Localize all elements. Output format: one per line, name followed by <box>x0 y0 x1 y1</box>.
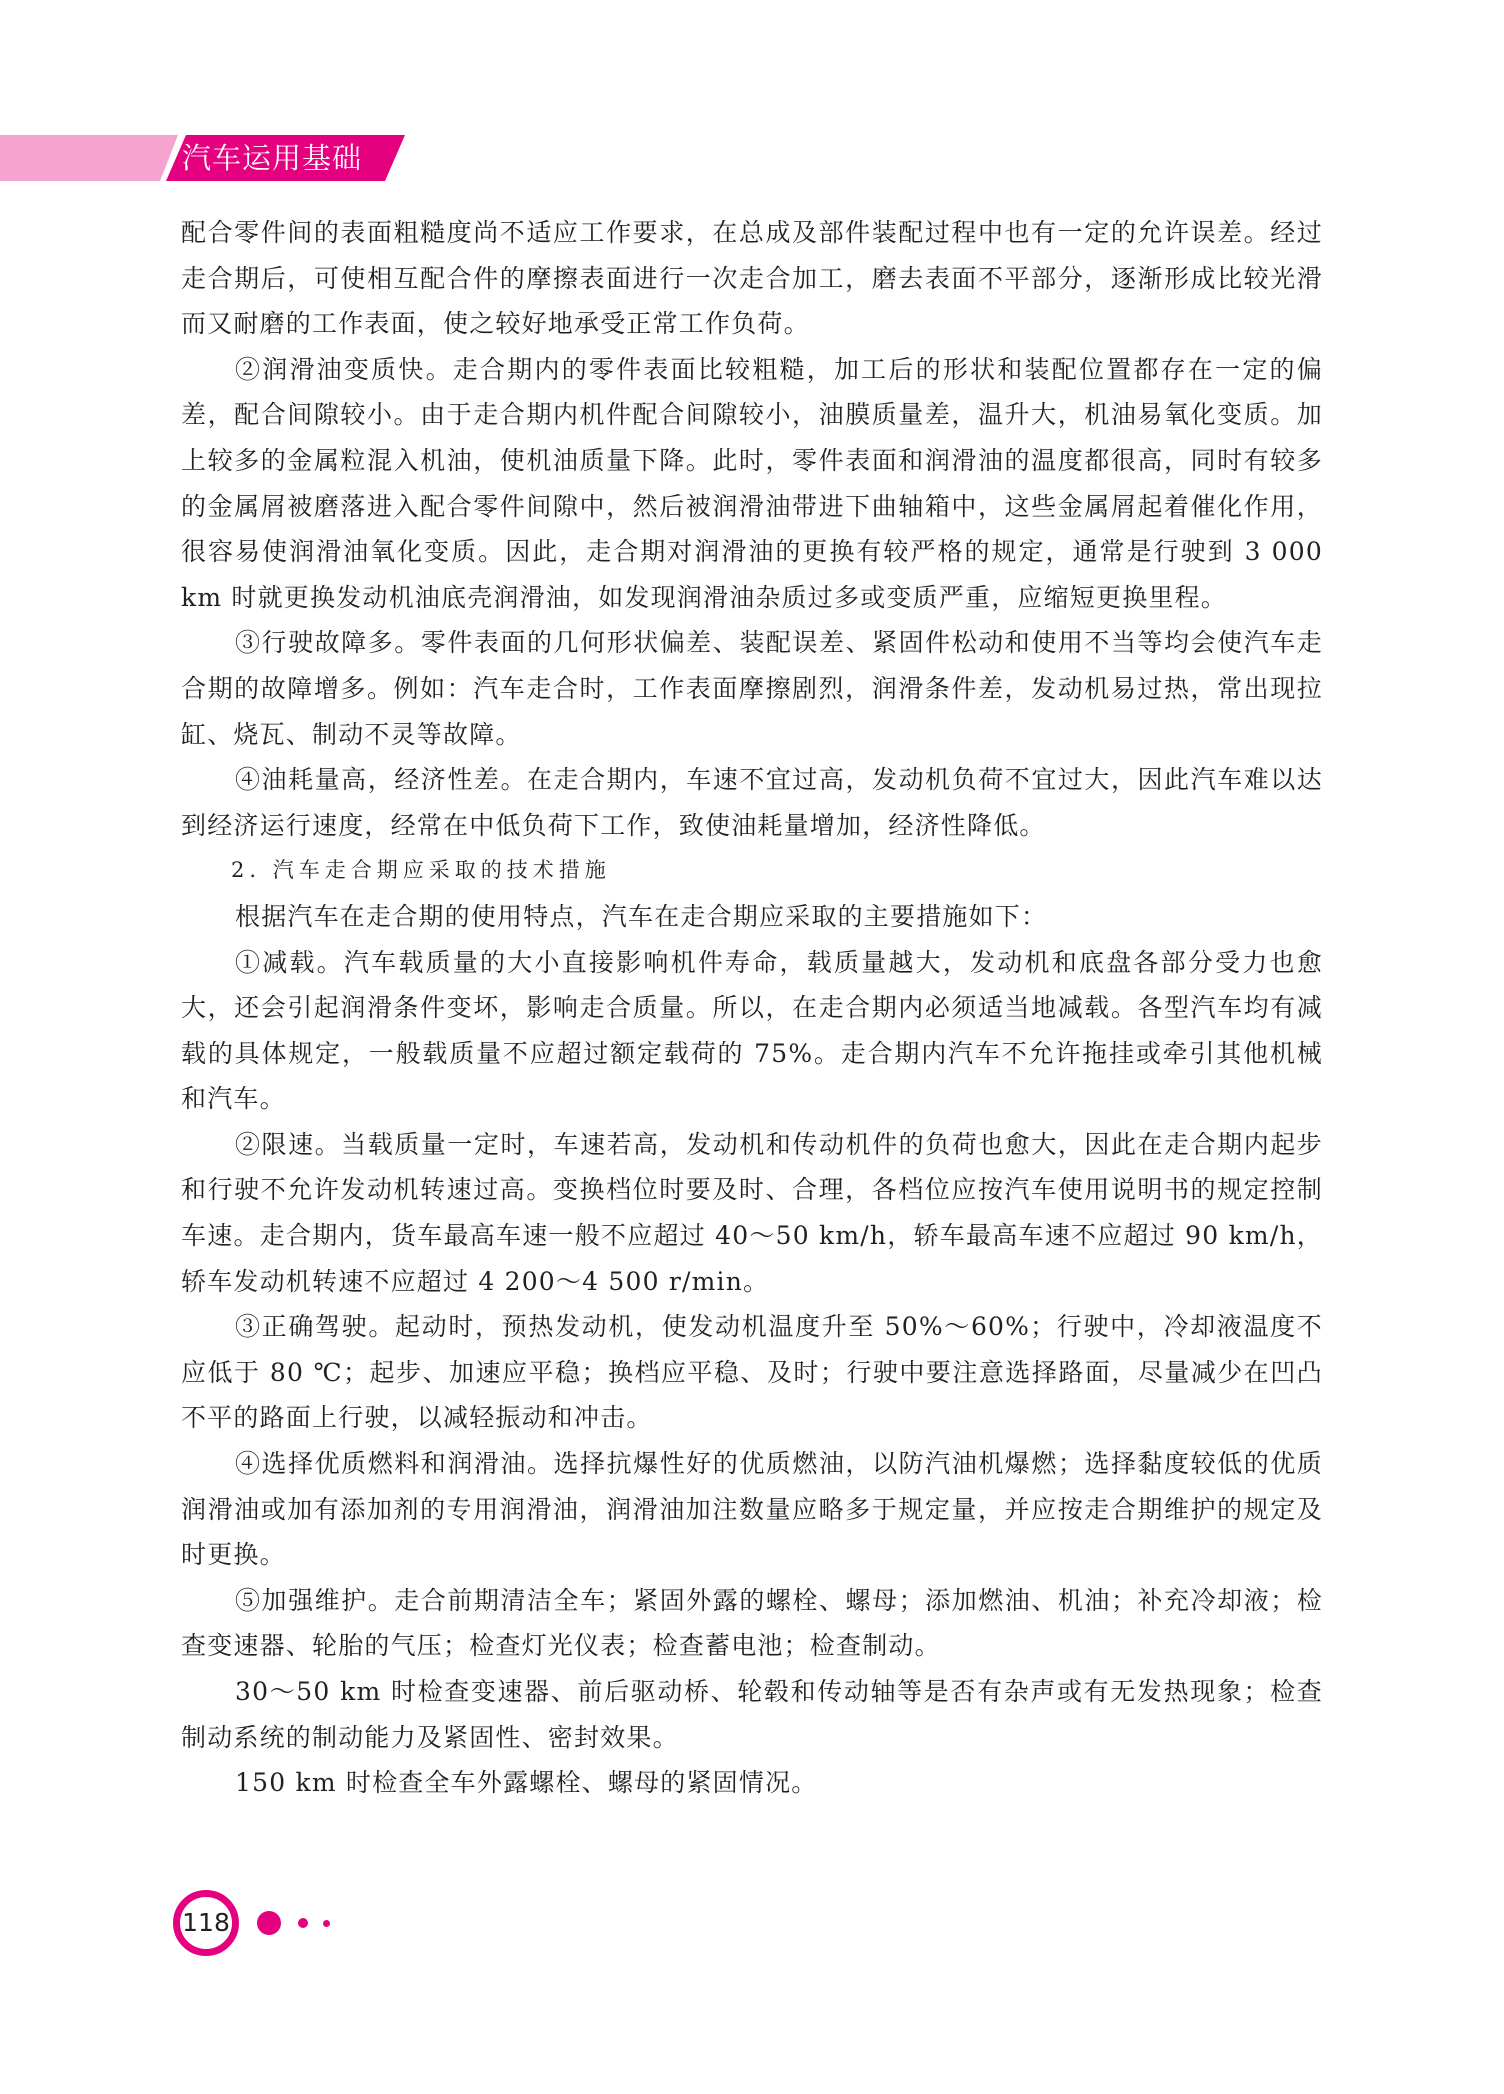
decorative-dot-small <box>323 1920 330 1927</box>
paragraph: ②限速。当载质量一定时，车速若高，发动机和传动机件的负荷也愈大，因此在走合期内起步和行驶不允许发动机转速过高。变换档位时要及时、合理，各档位应按汽车使用说明书的规定控制车速。走合期内，货车最高车速一般不应超过 40～50 km/h，轿车最高车速不应超过 90 km/h，轿车发动机转速不应超过 4 200～4 500 r/min。 <box>181 1129 1323 1296</box>
paragraph: ④油耗量高，经济性差。在走合期内，车速不宜过高，发动机负荷不宜过大，因此汽车难以达到经济运行速度，经常在中低负荷下工作，致使油耗量增加，经济性降低。 <box>181 765 1323 840</box>
paragraph: ③行驶故障多。零件表面的几何形状偏差、装配误差、紧固件松动和使用不当等均会使汽车走合期的故障增多。例如：汽车走合时，工作表面摩擦剧烈，润滑条件差，发动机易过热，常出现拉缸、烧瓦、制动不灵等故障。 <box>181 628 1323 749</box>
paragraph: ③正确驾驶。起动时，预热发动机，使发动机温度升至 50%～60%；行驶中，冷却液温度不应低于 80 ℃；起步、加速应平稳；换档应平稳、及时；行驶中要注意选择路面，尽量减少在凹凸不平的路面上行驶，以减轻振动和冲击。 <box>181 1312 1323 1433</box>
paragraph: 配合零件间的表面粗糙度尚不适应工作要求，在总成及部件装配过程中也有一定的允许误差。经过走合期后，可使相互配合件的摩擦表面进行一次走合加工，磨去表面不平部分，逐渐形成比较光滑而又耐磨的工作表面，使之较好地承受正常工作负荷。 <box>181 218 1323 339</box>
paragraph: ①减载。汽车载质量的大小直接影响机件寿命，载质量越大，发动机和底盘各部分受力也愈大，还会引起润滑条件变坏，影响走合质量。所以，在走合期内必须适当地减载。各型汽车均有减载的具体规定，一般载质量不应超过额定载荷的 75%。走合期内汽车不允许拖挂或牵引其他机械和汽车。 <box>181 947 1323 1114</box>
paragraph: ④选择优质燃料和润滑油。选择抗爆性好的优质燃油，以防汽油机爆燃；选择黏度较低的优质润滑油或加有添加剂的专用润滑油，润滑油加注数量应略多于规定量，并应按走合期维护的规定及时更换。 <box>181 1449 1323 1570</box>
section-heading: 2. 汽车走合期应采取的技术措施 <box>231 858 611 883</box>
page-number: 118 <box>182 1908 230 1937</box>
page-footer <box>173 1890 373 1956</box>
decorative-dot-medium <box>298 1918 308 1928</box>
paragraph: ⑤加强维护。走合前期清洁全车；紧固外露的螺栓、螺母；添加燃油、机油；补充冷却液；检查变速器、轮胎的气压；检查灯光仪表；检查蓄电池；检查制动。 <box>181 1585 1323 1661</box>
paragraph: 30～50 km 时检查变速器、前后驱动桥、轮毂和传动轴等是否有杂声或有无发热现象；检查制动系统的制动能力及紧固性、密封效果。 <box>181 1677 1323 1752</box>
chapter-title: 汽车运用基础 <box>182 141 363 175</box>
body-text <box>181 210 1323 1806</box>
paragraph: ②润滑油变质快。走合期内的零件表面比较粗糙，加工后的形状和装配位置都存在一定的偏差，配合间隙较小。由于走合期内机件配合间隙较小，油膜质量差，温升大，机油易氧化变质。加上较多的金属粒混入机油，使机油质量下降。此时，零件表面和润滑油的温度都很高，同时有较多的金属屑被磨落进入配合零件间隙中，然后被润滑油带进下曲轴箱中，这些金属屑起着催化作用，很容易使润滑油氧化变质。因此，走合期对润滑油的更换有较严格的规定，通常是行驶到 3 000 km 时就更换发动机油底壳润滑油，如发现润滑油杂质过多或变质严重，应缩短更换里程。 <box>181 354 1323 612</box>
paragraph: 根据汽车在走合期的使用特点，汽车在走合期应采取的主要措施如下： <box>235 901 1048 931</box>
paragraph: 150 km 时检查全车外露螺栓、螺母的紧固情况。 <box>235 1768 818 1798</box>
decorative-dot-large <box>257 1911 281 1935</box>
